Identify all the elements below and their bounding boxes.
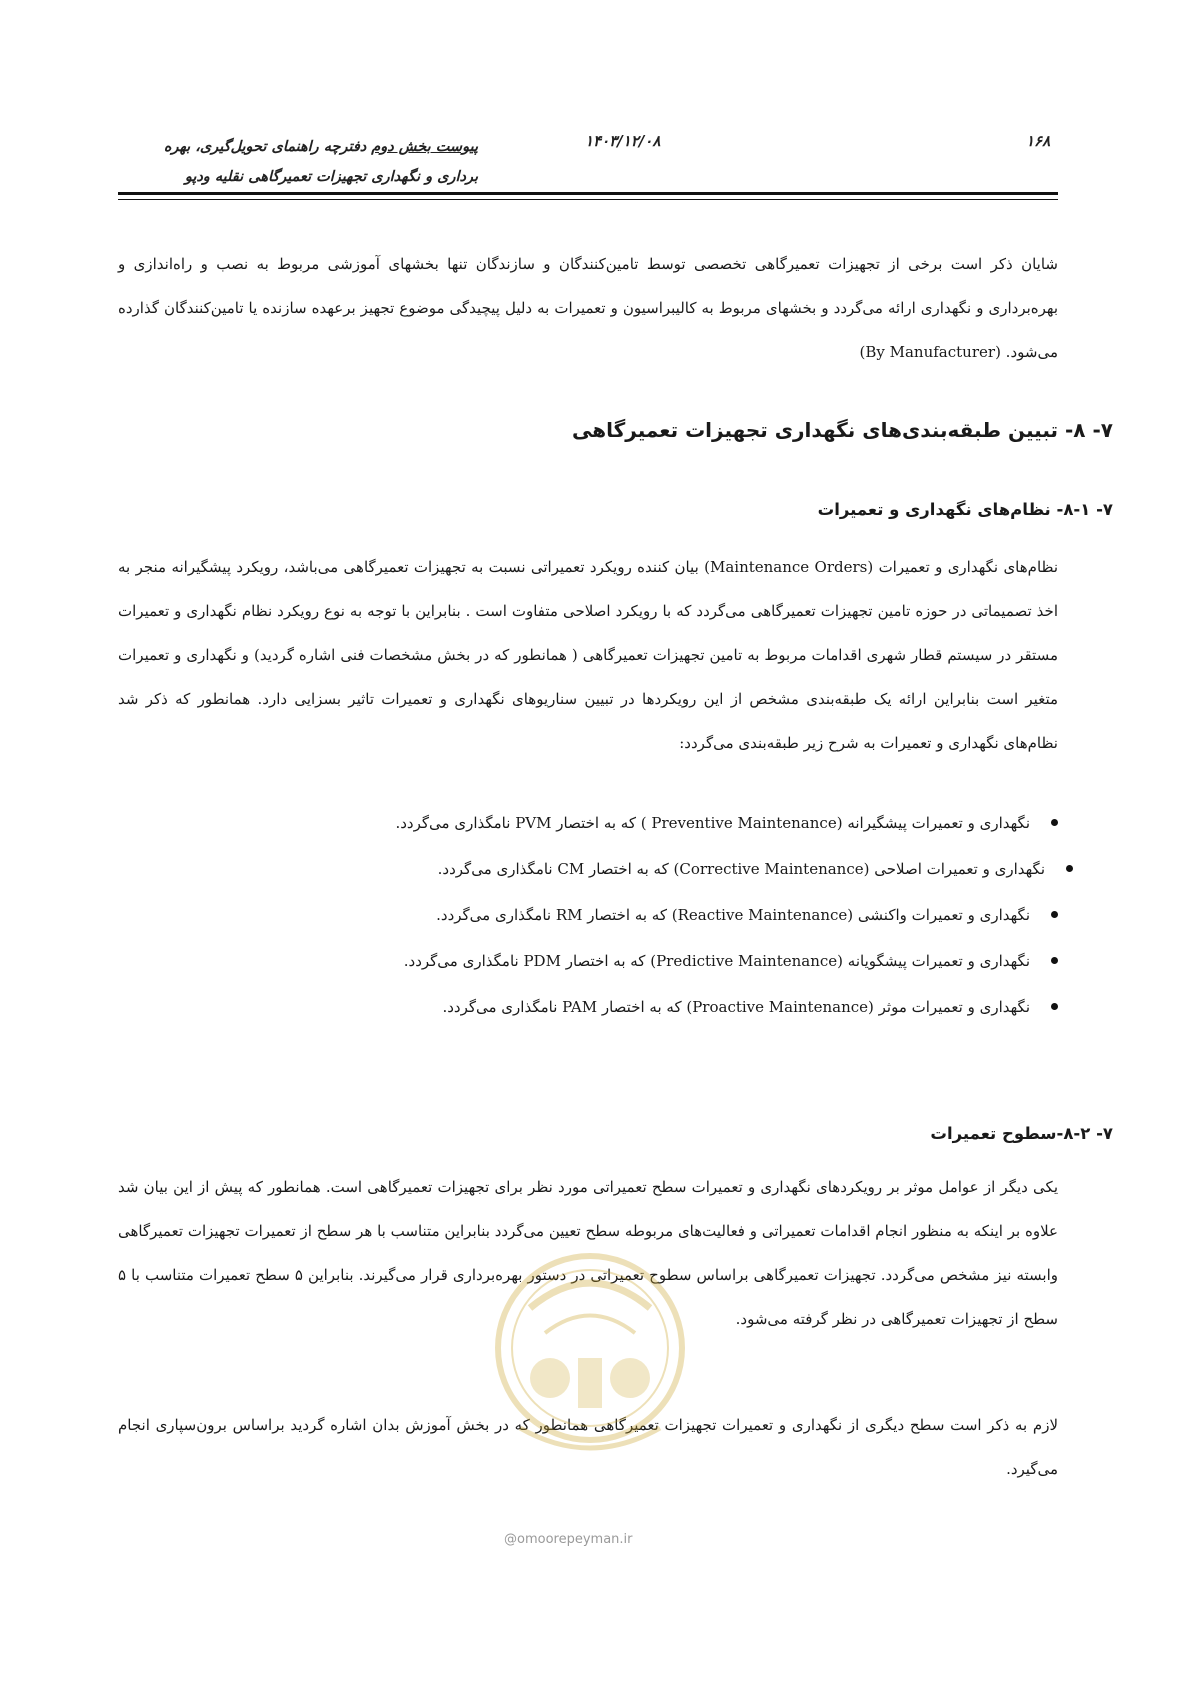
- paragraph-repair-levels: یکی دیگر از عوامل موثر بر رویکردهای نگهداری و تعمیرات سطح تعمیراتی مورد نظر برای تجهیزات تعمیرگاهی است. همانطور که پیش از این بیان شد علاوه بر اینکه به منظور انجام اقدامات تعمیراتی و فعالیت‌های مربوطه سطح تعیین می‌گردد بنابراین متناسب با هر سطح از تعمیرات تجهیزات تعمیرگاهی وابسته نیز مشخص می‌گردد. تجهیزات تعمیرگاهی براساس سطوح تعمیراتی در دستور بهره‌برداری قرار می‌گیرند. بنابراین ۵ سطح تعمیرات متناسب با ۵ سطح از تجهیزات تعمیرگاهی در نظر گرفته می‌شود.: [118, 1178, 1058, 1328]
- list-item-text: نگهداری و تعمیرات اصلاحی (Corrective Maintenance) که به اختصار CM نامگذاری می‌گردد.: [437, 860, 1045, 878]
- running-header-title: [118, 132, 478, 192]
- list-item-text: نگهداری و تعمیرات واکنشی (Reactive Maintenance) که به اختصار RM نامگذاری می‌گردد.: [436, 906, 1030, 924]
- watermark-url: @omoorepeyman.ir: [504, 1532, 633, 1547]
- list-item: [395, 938, 1058, 984]
- section-heading: ۷- ۸- تبیین طبقه‌بندی‌های نگهداری تجهیزات تعمیرگاهی: [572, 418, 1113, 442]
- header-date: ۱۴۰۳/۱۲/۰۸: [585, 132, 661, 150]
- list-item: [395, 892, 1058, 938]
- list-item-text: نگهداری و تعمیرات موثر (Proactive Maintenance) که به اختصار PAM نامگذاری می‌گردد.: [442, 998, 1030, 1016]
- header-title-underlined: پیوست بخش دوم: [371, 139, 478, 155]
- header-rule-thin: [118, 199, 1058, 200]
- bullet-icon: [1051, 957, 1058, 964]
- bullet-icon: [1051, 819, 1058, 826]
- header-title-rest: دفترچه راهنمای تحویل‌گیری، بهره: [163, 139, 372, 155]
- list-item: [395, 984, 1058, 1030]
- bullet-icon: [1066, 865, 1073, 872]
- paragraph-maintenance-orders: نظام‌های نگهداری و تعمیرات (Maintenance Orders) بیان کننده رویکرد تعمیراتی نسبت به تجهیزات تعمیرگاهی می‌باشد، رویکرد پیشگیرانه منجر به اخذ تصمیماتی در حوزه تامین تجهیزات تعمیرگاهی می‌گردد که با رویکرد اصلاحی متفاوت است . بنابراین با توجه به نوع رویکرد نظام نگهداری و تعمیرات مستقر در سیستم قطار شهری اقدامات مربوط به تامین تجهیزات تعمیرگاهی ( همانطور که در بخش مشخصات فنی اشاره گردید) و نگهداری و تعمیرات متغیر است بنابراین ارائه یک طبقه‌بندی مشخص از این رویکردها در تبیین سناریوهای نگهداری و تعمیرات تاثیر بسزایی دارد. همانطور که ذکر شد نظام‌های نگهداری و تعمیرات به شرح زیر طبقه‌بندی می‌گردد:: [118, 558, 1059, 752]
- bullet-icon: [1051, 1003, 1058, 1010]
- paragraph-outsourcing: لازم به ذکر است سطح دیگری از نگهداری و تعمیرات تجهیزات تعمیرگاهی همانطور که در بخش آموزش بدان اشاره گردید براساس برون‌سپاری انجام می‌گیرد.: [118, 1416, 1058, 1478]
- list-item-text: نگهداری و تعمیرات پیشگویانه (Predictive Maintenance) که به اختصار PDM نامگذاری می‌گردد.: [403, 952, 1030, 970]
- list-item-text: نگهداری و تعمیرات پیشگیرانه (Preventive Maintenance ) که به اختصار PVM نامگذاری می‌گردد.: [395, 814, 1030, 832]
- maintenance-types-list: [395, 800, 1058, 1030]
- page-number: ۱۶۸: [1026, 132, 1051, 150]
- subsection-heading-repair-levels: ۷- ۸-۲-سطوح تعمیرات: [930, 1124, 1113, 1143]
- paragraph-intro: شایان ذکر است برخی از تجهیزات تعمیرگاهی تخصصی توسط تامین‌کنندگان و سازندگان تنها بخشهای آموزشی مربوط به نصب و راه‌اندازی و بهره‌برداری و نگهداری ارائه می‌گردد و بخشهای مربوط به کالیبراسیون و تعمیرات به دلیل پیچیدگی موضوع تجهیز برعهده سازنده یا تامین‌کنندگان گذارده می‌شود. (By Manufacturer): [118, 255, 1058, 361]
- list-item: [395, 800, 1058, 846]
- header-rule-thick: [118, 192, 1058, 195]
- list-item: [395, 846, 1073, 892]
- bullet-icon: [1051, 911, 1058, 918]
- header-title-line2: برداری و نگهداری تجهیزات تعمیرگاهی نقلیه ودپو: [184, 169, 478, 185]
- subsection-heading-maintenance-orders: ۷- ۸-۱- نظام‌های نگهداری و تعمیرات: [817, 500, 1113, 519]
- watermark-seal-icon: [490, 1238, 690, 1508]
